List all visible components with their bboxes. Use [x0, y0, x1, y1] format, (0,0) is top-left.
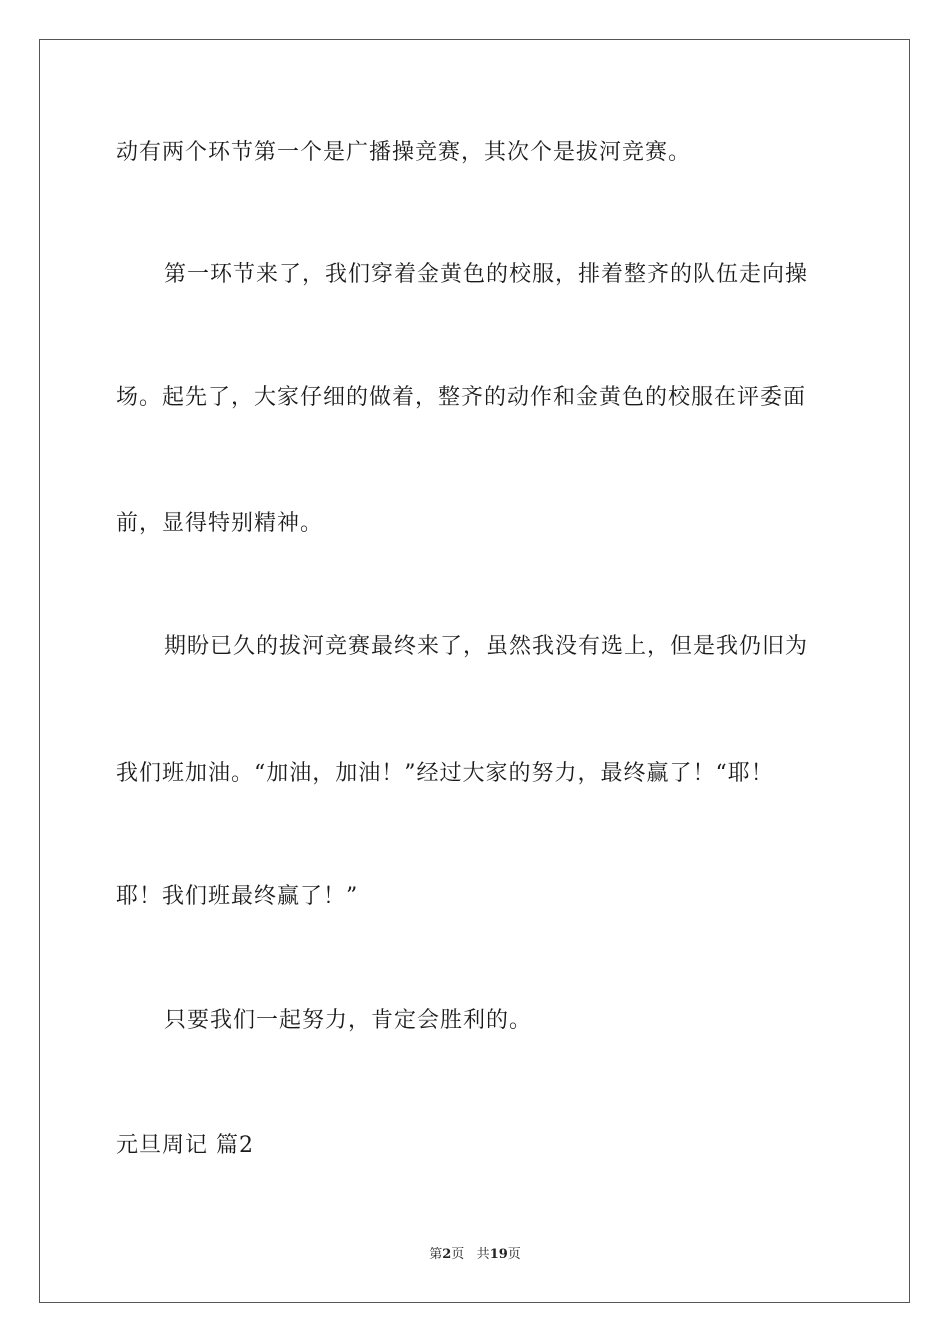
body-line-7: 耶！我们班最终赢了！”: [116, 884, 359, 909]
footer-prefix: 第: [429, 1247, 443, 1262]
body-line-1: 动有两个环节第一个是广播操竞赛，其次个是拔河竞赛。: [116, 140, 692, 165]
current-page-number: 2: [442, 1247, 452, 1262]
page-border: [39, 39, 910, 1303]
footer-total-suffix: 页: [507, 1247, 521, 1262]
footer-total-prefix: 共: [476, 1247, 490, 1262]
body-line-4: 前，显得特别精神。: [116, 511, 324, 536]
section-heading: 元旦周记 篇2: [116, 1133, 254, 1158]
body-line-6: 我们班加油。“加油，加油！”经过大家的努力，最终赢了！“耶！: [116, 761, 774, 786]
body-line-8: 只要我们一起努力，肯定会胜利的。: [164, 1008, 533, 1033]
footer-page-suffix: 页: [451, 1247, 465, 1262]
body-line-3: 场。起先了，大家仔细的做着，整齐的动作和金黄色的校服在评委面: [116, 385, 807, 410]
page-footer: [0, 1246, 950, 1264]
total-page-number: 19: [489, 1247, 508, 1262]
body-line-2: 第一环节来了，我们穿着金黄色的校服，排着整齐的队伍走向操: [164, 262, 809, 287]
body-line-5: 期盼已久的拔河竞赛最终来了，虽然我没有选上，但是我仍旧为: [164, 634, 809, 659]
